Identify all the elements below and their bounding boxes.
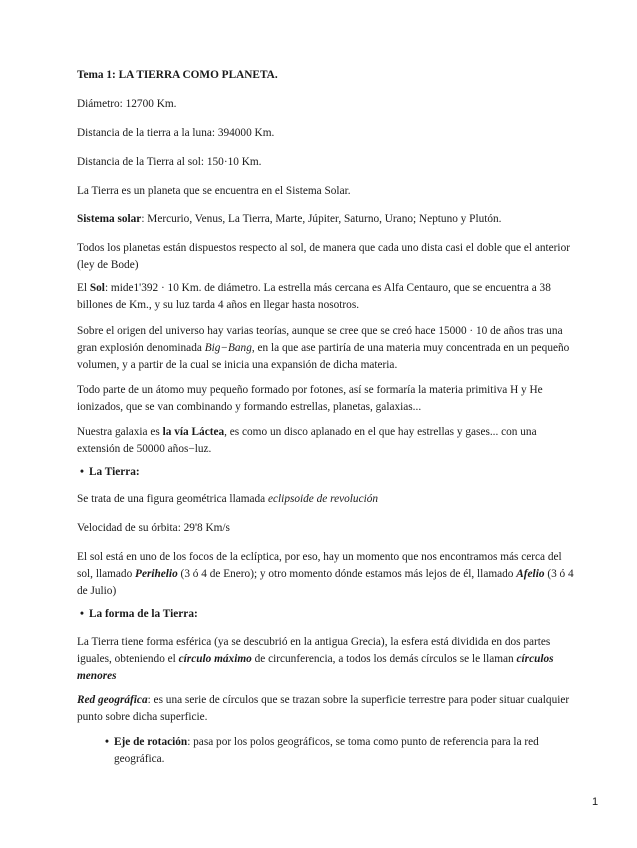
paragraph-sun-distance: Distancia de la Tierra al sol: 150·10 Km. [77, 156, 262, 168]
paragraph-sun-line1 [77, 280, 551, 297]
sphere-pre: iguales, obteniendo el [77, 653, 179, 665]
bullet-icon: • [105, 736, 109, 748]
origin-text: , en la que ase partiría de una materia muy concentrada en un pequeño [251, 342, 570, 354]
heading-forma-tierra-label: La forma de la Tierra: [88, 608, 198, 620]
galaxy-text: , es como un disco aplanado en el que hay estrellas y gases... con una [224, 426, 537, 438]
bullet-icon: • [80, 608, 84, 620]
sun-text: : mide1'392 · 10 Km. de diámetro. La estrella más cercana es Alfa Centauro, que se encuentra a 38 [104, 282, 551, 294]
term-solar-system: Sistema solar [77, 213, 142, 225]
paragraph-atom-line1: Todo parte de un átomo muy pequeño formado por fotones, así se formaría la materia primitiva H y He [77, 384, 543, 396]
red-geografica-text: : es una serie de círculos que se trazan sobre la superficie terrestre para poder situar cualquier [147, 694, 570, 706]
paragraph-red-geografica-line2: punto sobre dicha superficie. [77, 711, 208, 723]
term-circulos: círculos [516, 653, 554, 665]
sun-pre: El [77, 282, 90, 294]
term-big-bang: Big−Bang [204, 342, 252, 354]
paragraph-solar-system-intro: La Tierra es un planeta que se encuentra en el Sistema Solar. [77, 185, 351, 197]
paragraph-ecliptic-line3: de Julio) [77, 585, 117, 597]
paragraph-bode-line2: (ley de Bode) [77, 259, 139, 271]
paragraph-sphere-line3: menores [77, 670, 117, 682]
paragraph-sphere-line1: La Tierra tiene forma esférica (ya se descubrió en la antigua Grecia), la esfera está dividida en dos partes [77, 636, 551, 648]
paragraph-ecliptic-line1: El sol está en uno de los focos de la eclíptica, por eso, hay un momento que nos encontramos más cerca del [77, 551, 562, 563]
paragraph-galaxy-line2: extensión de 50000 años−luz. [77, 443, 212, 455]
galaxy-pre: Nuestra galaxia es [77, 426, 163, 438]
term-red-geografica: Red geográfica [77, 694, 148, 706]
ecliptic-rest: (3 ó 4 [544, 568, 574, 580]
origin-pre: gran explosión denominada [77, 342, 205, 354]
document-title: Tema 1: LA TIERRA COMO PLANETA. [77, 69, 278, 81]
term-perihelio: Perihelio [135, 568, 178, 580]
ecliptic-mid: (3 ó 4 de Enero); y otro momento dónde estamos más lejos de él, llamado [177, 568, 517, 580]
term-milky-way: la vía Láctea [162, 426, 225, 438]
page-number: 1 [592, 796, 599, 808]
term-circulo-maximo: círculo máximo [178, 653, 252, 665]
paragraph-origin-line3: volumen, y a partir de la cual se inicia una expansión de dicha materia. [77, 359, 398, 371]
term-eje-rotacion: Eje de rotación [113, 736, 188, 748]
paragraph-moon-distance: Distancia de la tierra a la luna: 394000 Km. [77, 127, 275, 139]
term-afelio: Afelio [516, 568, 545, 580]
solar-system-text: : Mercurio, Venus, La Tierra, Marte, Júpiter, Saturno, Urano; Neptuno y Plutón. [141, 213, 502, 225]
heading-forma-tierra [80, 606, 198, 623]
paragraph-shape [77, 491, 378, 508]
paragraph-bode-line1: Todos los planetas están dispuestos respecto al sol, de manera que cada uno dista casi el doble que el anterior [77, 242, 570, 254]
term-eclipsoide: eclipsoide de revolución [268, 493, 379, 505]
paragraph-diameter: Diámetro: 12700 Km. [77, 98, 177, 110]
paragraph-sun-line2: billones de Km., y su luz tarda 4 años en llegar hasta nosotros. [77, 299, 360, 311]
term-sun: Sol [89, 282, 105, 294]
paragraph-ecliptic-line2 [77, 566, 574, 583]
paragraph-sphere-line2 [77, 651, 554, 668]
heading-la-tierra-label: La Tierra: [88, 466, 140, 478]
sphere-mid: de circunferencia, a todos los demás círculos se le llaman [251, 653, 517, 665]
ecliptic-pre: sol, llamado [77, 568, 136, 580]
paragraph-red-geografica-line1 [77, 692, 569, 709]
list-item-eje-rotacion-line1 [105, 734, 539, 751]
paragraph-atom-line2: ionizados, que se van combinando y formando estrellas, planetas, galaxias... [77, 401, 422, 413]
eje-rotacion-text: : pasa por los polos geográficos, se toma como punto de referencia para la red [187, 736, 539, 748]
paragraph-origin-line1: Sobre el origen del universo hay varias teorías, aunque se cree que se creó hace 15000 · 10 de años tras una [77, 325, 563, 337]
paragraph-orbit-speed: Velocidad de su órbita: 29'8 Km/s [77, 522, 230, 534]
bullet-icon: • [80, 466, 84, 478]
paragraph-origin-line2 [77, 340, 569, 357]
list-item-eje-rotacion-line2: geográfica. [114, 753, 165, 765]
heading-la-tierra [80, 464, 140, 481]
shape-pre: Se trata de una figura geométrica llamada [77, 493, 269, 505]
paragraph-galaxy-line1 [77, 424, 537, 441]
paragraph-solar-system [77, 211, 502, 228]
